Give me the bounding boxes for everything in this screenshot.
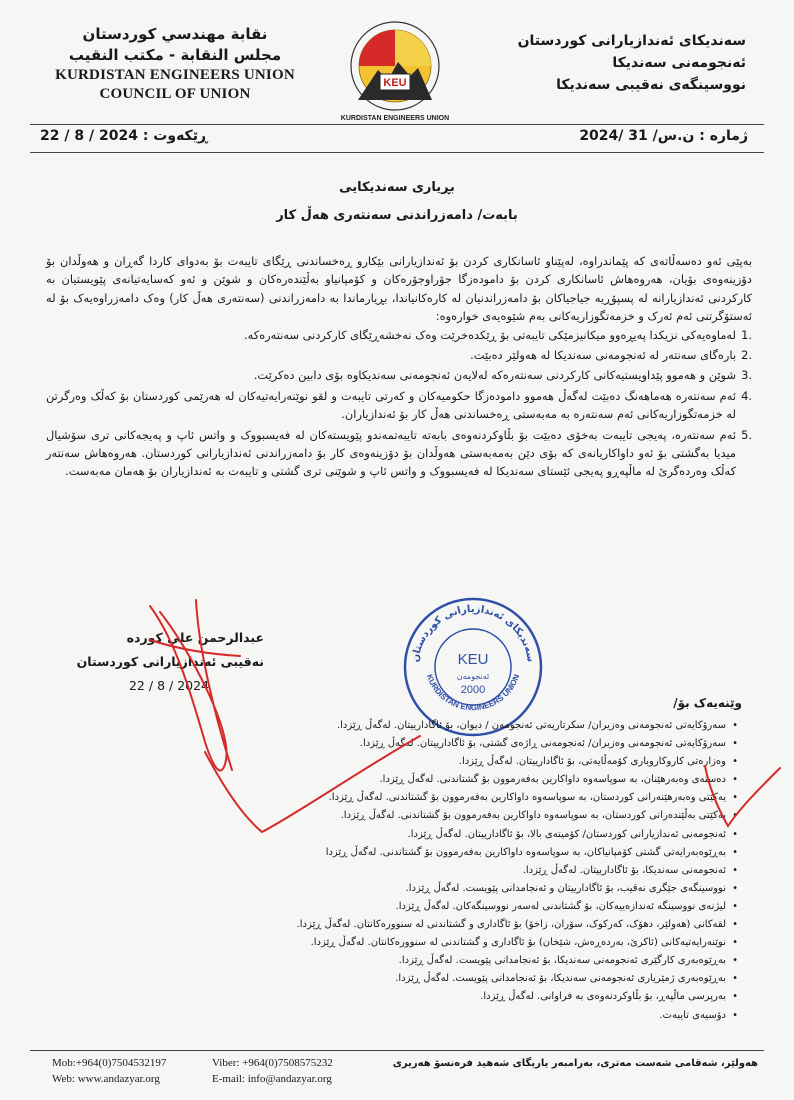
signatory-title: نەقیبی ئەندازیارانی کوردستان [76, 654, 264, 669]
cc-item: • ئەنجومەنی ئەندازیارانی کوردستان/ کۆمیتەی بالا، بۆ ئاگادارییتان. لەگەڵ ڕێزدا. [218, 826, 738, 844]
reference-date-label: ڕێکەوت : [142, 128, 208, 144]
cc-item: • ئەنجومەنی سەندیکا، بۆ ئاگادارییتان. لەگەڵ ڕێزدا. [218, 862, 738, 880]
cc-item: • نووسینگەی جێگری نەقیب، بۆ ئاگادارییتان و ئەنجامدانی پێویست. لەگەڵ ڕێزدا. [218, 880, 738, 898]
clauses-list [46, 326, 752, 481]
cc-item: • لیژنەی نووسینگە ئەندازەییەکان، بۆ گشتاندنی لەسەر نووسینگەکان. لەگەڵ ڕێزدا. [218, 898, 738, 916]
logo-yellow-sector [395, 30, 431, 66]
logo-badge: KEU [383, 77, 407, 89]
org-name-kurdish: سەندیکای ئەندازیارانی کوردستان [517, 33, 746, 49]
stamp-outer-text: سەندیکای ئەندازیارانی کوردستان [410, 603, 536, 663]
letterhead-kurdish [466, 30, 746, 96]
footer-mobile: Mob:+964(0)7504532197 [52, 1057, 167, 1069]
reference-date-value: 2024 / 8 / 22 [40, 128, 138, 144]
cc-item: • سەرۆکایەتی ئەنجومەنی وەزیران/ سکرتاریەتی ئەنجومەن / دیوان، بۆ ئاگادارییتان. لەگەڵ ڕێزدا. [218, 717, 738, 735]
union-logo [328, 14, 462, 126]
stamp-sub: ئەنجومەن [456, 672, 490, 681]
clause-item: .4 ئەم سەنتەرە هەماهەنگ دەبێت لەگەڵ هەموو دامودەزگا حکومیەکان و کەرتی تایبەت و لقو نوێنەرایەتیەکان لە هەرێمی کوردستان بۆ کەڵک وەرگرتن لە خزمەتگوزاریەکانی ئەم سەنتەرە بە مەبەستی ڕەخساندنی هەڵ کار بۆ ئەندازیاران. [46, 388, 752, 422]
clause-item: .5 ئەم سەنتەرە، پەیجی تایبەت بەخۆی دەبێت بۆ بڵاوکردنەوەی بابەتە تایبەتمەندو پێویستەکان لە فەیسبووک و واتس ئاپ و پەیجەکانی تری سۆشیال میدیا بەگشتی بۆ ئەو داواکاریانەی کە بۆی دێن بەمەبەستی هەوڵدان بۆ دۆزینەوەی کار بۆ دامەزراندنی ئەندازیارانی کوردستان. هەروەهاش سەنتەر کەڵک وەردەگرێ لە ماڵپەڕو پەیجی ئێستای سەندیکا لە فەیسبووک و واتس ئاپ و شوێنی تری گشتی و تایبەت بە ئەندازیاران بۆ هەمان مەبەست. [46, 427, 752, 479]
reference-number-value: ن.س/ 31 /2024 [579, 128, 695, 144]
stamp-outer-text-en: KURDISTAN ENGINEERS UNION [424, 673, 522, 713]
reference-number-label: ژمارە : [699, 128, 748, 144]
clause-item: .2 بارەگای سەنتەر لە ئەنجومەنی سەندیکا لە هەولێر دەبێت. [470, 348, 752, 363]
footer-website-link[interactable]: Web: www.andazyar.org [52, 1073, 160, 1085]
document-subject: بابەت/ دامەزراندنی سەنتەری هەڵ کار [276, 208, 518, 223]
stamp-center: KEU [457, 651, 489, 668]
cc-heading: وێنەیەک بۆ/ [673, 696, 742, 710]
cc-item: • بەڕێوەبەری ژمێریاری ئەنجومەنی سەندیکا، بۆ ئەنجامدانی پێویست. لەگەڵ ڕێزدا. [218, 970, 738, 988]
footer-address: هەولێر، شەقامی شەست مەتری، بەرامبەر یاریگای شەهید فرەنسۆ هەریری [392, 1058, 758, 1069]
document-title: بڕیاری سەندیکایی [339, 180, 455, 195]
footer-email-link[interactable]: E-mail: info@andazyar.org [212, 1073, 332, 1085]
cc-item: • وەزارەتی کاروکاروباری کۆمەڵایەتی، بۆ ئاگادارییتان. لەگەڵ ڕێزدا. [218, 753, 738, 771]
cc-item: • نوێنەرایەتیەکانی (ئاکرێ، بەردەڕەش، شێخان) بۆ ئاگاداری و گشتاندنی لە سنوورەکانتان. لەگەڵ ڕێزدا. [218, 934, 738, 952]
cc-item: • بەڕێوەبەرایەتی گشتی کۆمپانیاکان، بە سوپاسەوە داواکارین بەفەرموون بۆ گشتاندنی. لەگەڵ ڕێزدا [218, 844, 738, 862]
council-name-arabic: مجلس النقابة - مكتب النقيب [68, 46, 282, 64]
org-name-arabic: نقابة مهندسي كوردستان [82, 25, 268, 43]
signature-block [64, 626, 264, 698]
cc-item: • دەستەی وەبەرهێنان، بە سوپاسەوە داواکارین بەفەرموون بۆ گشتاندنی. لەگەڵ ڕێزدا. [218, 771, 738, 789]
signature-date: 2024 / 8 / 22 [128, 678, 209, 693]
clause-item: .1 لەماوەیەکی نزیکدا پەیڕەوو میکانیزمێکی تایبەتی بۆ ڕێکدەخرێت وەک نەخشەڕێگای کارکردنی سەنتەرەکە. [244, 327, 752, 342]
header-rule-bottom [30, 152, 764, 153]
cc-list [218, 717, 738, 1025]
cc-item: • سەرۆکایەتی ئەنجومەنی وەزیران/ ئەنجومەنی ڕاژەی گشتی، بۆ ئاگادارییتان. لەگەڵ ڕێزدا. [218, 735, 738, 753]
cc-item: • بەڕێوەبەری کارگێری ئەنجومەنی سەندیکا، بۆ ئەنجامدانی پێویست. لەگەڵ ڕێزدا. [218, 952, 738, 970]
footer-rule [30, 1050, 764, 1051]
cc-item: • بەرپرسی ماڵپەڕ، بۆ بڵاوکردنەوەی بە فراوانی. لەگەڵ ڕێزدا. [218, 988, 738, 1006]
letterhead-arabic-english [30, 24, 320, 104]
cc-item: • یەکێتی بەڵێندەرانی کوردستان، بە سوپاسەوە داواکارین بەفەرموون بۆ گشتاندنی. لەگەڵ ڕێزدا. [218, 807, 738, 825]
clause-item: .3 شوێن و هەموو پێداویستیەکانی کارکردنی سەنتەرەکە لەلایەن ئەنجومەنی سەندیکاوە بۆی دابین دەکرێت. [253, 368, 752, 383]
intro-paragraph: بەپێی ئەو دەسەڵاتەی کە پێماندراوە، لەپێناو ئاسانکاری کردن بۆ ئەندازیارانی بێکارو ڕەخساندنی ڕێگای تایبەت بۆ بەدوای کاردا گەڕان و هەوڵدان بۆ دۆزینەوەی بۆیان، هەروەهاش ئاسانکاری کردن بۆ دامودەزگا جۆراوجۆرەکان و کۆمپانیاو بەڵێندەرەکان و شوێن و ئەو کەسایەتیانەی پێویستیان بە کارکردنی ئەندازیارانە لە پسپۆڕیە جیاجیاکان بۆ دامەزراندنیان لە کارەکانیاندا، بڕیارماندا بە دامەزراندنی (سەنتەری هەڵ کار) وەک دامەزراوەیەک بۆ لە ئەستۆگرتنی ئەم ئەرک و خزمەتگوزاریەکانی بەم شێوەیەی خوارەوە: [46, 254, 752, 324]
stamp-year: 2000 [460, 684, 486, 696]
cc-item: • یەکێتی وەبەرهێنەرانی کوردستان، بە سوپاسەوە داواکارین بەفەرموون بۆ گشتاندنی. لەگەڵ ڕێزدا. [218, 789, 738, 807]
reference-date [40, 128, 208, 144]
office-name-kurdish: نووسینگەی نەقیبی سەندیکا [556, 77, 746, 93]
cc-item: • لقەکانی (هەولێر، دهۆک، کەرکوک، سۆران، زاخۆ) بۆ ئاگاداری و گشتاندنی لە سنوورەکانتان. لەگەڵ ڕێزدا. [218, 916, 738, 934]
logo-red-sector [359, 30, 395, 66]
council-name-kurdish: ئەنجومەنی سەندیکا [612, 55, 746, 71]
logo-caption: KURDISTAN ENGINEERS UNION [340, 115, 450, 122]
header-rule-top [30, 124, 764, 125]
reference-number [579, 128, 748, 144]
footer-viber: Viber: +964(0)7508575232 [212, 1057, 333, 1069]
org-name-english: KURDISTAN ENGINEERS UNION [55, 67, 295, 83]
decision-body [46, 252, 752, 483]
council-name-english: COUNCIL OF UNION [99, 86, 251, 102]
cc-item: • دۆسیەی تایبەت. [218, 1007, 738, 1025]
signatory-name: عبدالرحمن علي كوردە [126, 630, 264, 645]
